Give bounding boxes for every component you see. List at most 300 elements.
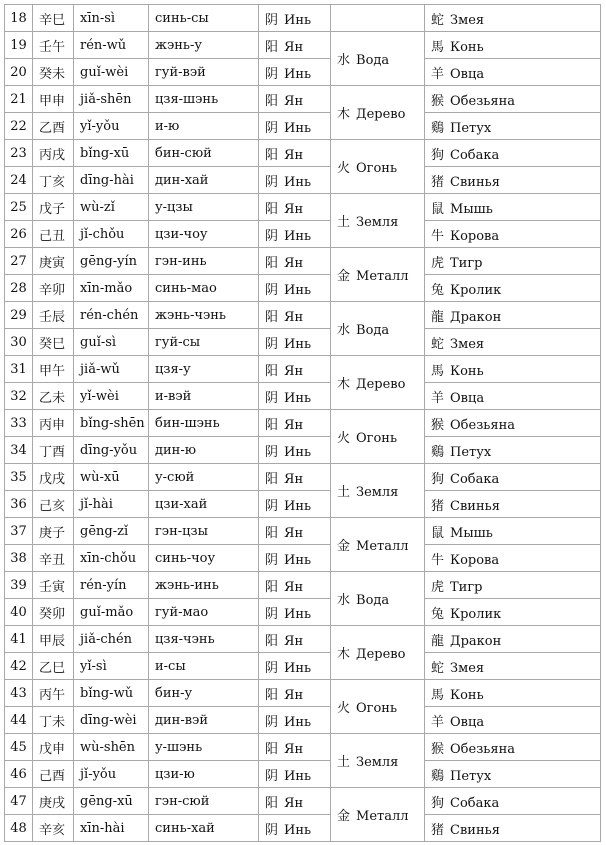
- yin-yang-hanzi: 阳: [265, 417, 279, 433]
- animal-hanzi: 馬: [431, 363, 445, 379]
- table-row: [5, 572, 601, 599]
- yin-yang-cell: [259, 410, 331, 437]
- pinyin-cell: gēng-yín: [74, 248, 149, 275]
- animal-russian: Петух: [450, 768, 492, 784]
- row-number: 27: [5, 248, 33, 275]
- animal-russian: Свинья: [450, 498, 500, 514]
- animal-russian: Змея: [450, 12, 485, 28]
- yin-yang-cell: [259, 194, 331, 221]
- element-cell: [331, 680, 425, 734]
- animal-hanzi: 馬: [431, 687, 445, 703]
- animal-cell: [425, 761, 601, 788]
- pinyin-cell: guǐ-sì: [74, 329, 149, 356]
- yin-yang-hanzi: 阳: [265, 309, 279, 325]
- animal-cell: [425, 734, 601, 761]
- row-number: 36: [5, 491, 33, 518]
- pinyin-cell: rén-chén: [74, 302, 149, 329]
- row-number: 32: [5, 383, 33, 410]
- animal-hanzi: 鷄: [431, 444, 445, 460]
- yin-yang-cell: [259, 167, 331, 194]
- animal-hanzi: 蛇: [431, 12, 445, 28]
- animal-hanzi: 羊: [431, 66, 445, 82]
- animal-russian: Мышь: [450, 201, 493, 217]
- animal-hanzi: 虎: [431, 255, 445, 271]
- element-hanzi: 土: [337, 485, 351, 500]
- element-hanzi: 火: [337, 701, 351, 716]
- element-hanzi: 金: [337, 539, 351, 554]
- animal-hanzi: 兔: [431, 606, 445, 622]
- element-russian: Огонь: [356, 161, 398, 176]
- yin-yang-hanzi: 阳: [265, 687, 279, 703]
- animal-cell: [425, 518, 601, 545]
- animal-hanzi: 蛇: [431, 336, 445, 352]
- element-russian: Земля: [356, 485, 399, 500]
- table-row: [5, 734, 601, 761]
- row-number: 19: [5, 32, 33, 59]
- element-russian: Земля: [356, 755, 399, 770]
- yin-yang-hanzi: 阴: [265, 12, 279, 28]
- russian-transcription-cell: синь-мао: [149, 275, 259, 302]
- russian-transcription-cell: бин-сюй: [149, 140, 259, 167]
- russian-transcription-cell: и-сы: [149, 653, 259, 680]
- element-cell: [331, 572, 425, 626]
- table-row: [5, 383, 601, 410]
- element-russian: Вода: [356, 323, 390, 338]
- row-number: 22: [5, 113, 33, 140]
- yin-yang-russian: Инь: [284, 822, 312, 838]
- row-number: 35: [5, 464, 33, 491]
- animal-russian: Конь: [450, 687, 484, 703]
- yin-yang-hanzi: 阴: [265, 174, 279, 190]
- yin-yang-hanzi: 阳: [265, 255, 279, 271]
- pinyin-cell: guǐ-mǎo: [74, 599, 149, 626]
- animal-russian: Обезьяна: [450, 417, 515, 433]
- animal-hanzi: 龍: [431, 309, 445, 325]
- animal-cell: [425, 167, 601, 194]
- yin-yang-russian: Ян: [284, 255, 304, 271]
- animal-hanzi: 猴: [431, 93, 445, 109]
- pinyin-cell: guǐ-wèi: [74, 59, 149, 86]
- russian-transcription-cell: цзя-шэнь: [149, 86, 259, 113]
- yin-yang-hanzi: 阳: [265, 579, 279, 595]
- row-number: 47: [5, 788, 33, 815]
- animal-russian: Свинья: [450, 822, 500, 838]
- yin-yang-hanzi: 阴: [265, 120, 279, 136]
- hanzi-cell: 丁未: [33, 707, 74, 734]
- animal-russian: Конь: [450, 39, 484, 55]
- table-row: [5, 761, 601, 788]
- yin-yang-hanzi: 阳: [265, 741, 279, 757]
- table-row: [5, 545, 601, 572]
- table-row: [5, 437, 601, 464]
- row-number: 30: [5, 329, 33, 356]
- element-cell: [331, 248, 425, 302]
- animal-cell: [425, 464, 601, 491]
- row-number: 24: [5, 167, 33, 194]
- yin-yang-cell: [259, 734, 331, 761]
- row-number: 31: [5, 356, 33, 383]
- animal-hanzi: 牛: [431, 552, 445, 568]
- animal-cell: [425, 356, 601, 383]
- hanzi-cell: 癸巳: [33, 329, 74, 356]
- yin-yang-cell: [259, 572, 331, 599]
- yin-yang-hanzi: 阴: [265, 498, 279, 514]
- yin-yang-cell: [259, 275, 331, 302]
- table-row: [5, 248, 601, 275]
- pinyin-cell: jǐ-yǒu: [74, 761, 149, 788]
- russian-transcription-cell: жэнь-у: [149, 32, 259, 59]
- row-number: 25: [5, 194, 33, 221]
- element-russian: Дерево: [356, 377, 406, 392]
- yin-yang-hanzi: 阳: [265, 795, 279, 811]
- hanzi-cell: 己亥: [33, 491, 74, 518]
- pinyin-cell: yǐ-yǒu: [74, 113, 149, 140]
- animal-russian: Кролик: [450, 606, 502, 622]
- pinyin-cell: dīng-yǒu: [74, 437, 149, 464]
- yin-yang-russian: Инь: [284, 120, 312, 136]
- element-cell: [331, 302, 425, 356]
- yin-yang-russian: Инь: [284, 660, 312, 676]
- table-row: [5, 194, 601, 221]
- row-number: 45: [5, 734, 33, 761]
- yin-yang-cell: [259, 707, 331, 734]
- russian-transcription-cell: гуй-мао: [149, 599, 259, 626]
- row-number: 37: [5, 518, 33, 545]
- row-number: 23: [5, 140, 33, 167]
- animal-russian: Овца: [450, 66, 485, 82]
- yin-yang-hanzi: 阳: [265, 363, 279, 379]
- animal-cell: [425, 680, 601, 707]
- animal-russian: Свинья: [450, 174, 500, 190]
- hanzi-cell: 丙戌: [33, 140, 74, 167]
- animal-cell: [425, 221, 601, 248]
- animal-cell: [425, 86, 601, 113]
- yin-yang-russian: Инь: [284, 552, 312, 568]
- yin-yang-russian: Ян: [284, 471, 304, 487]
- yin-yang-russian: Ян: [284, 39, 304, 55]
- animal-cell: [425, 788, 601, 815]
- yin-yang-hanzi: 阴: [265, 228, 279, 244]
- russian-transcription-cell: гуй-вэй: [149, 59, 259, 86]
- row-number: 33: [5, 410, 33, 437]
- animal-russian: Тигр: [450, 579, 483, 595]
- element-cell: [331, 788, 425, 842]
- russian-transcription-cell: и-ю: [149, 113, 259, 140]
- element-hanzi: 木: [337, 647, 351, 662]
- hanzi-cell: 乙巳: [33, 653, 74, 680]
- hanzi-cell: 甲午: [33, 356, 74, 383]
- animal-russian: Корова: [450, 228, 500, 244]
- pinyin-cell: dīng-hài: [74, 167, 149, 194]
- row-number: 29: [5, 302, 33, 329]
- animal-russian: Кролик: [450, 282, 502, 298]
- element-cell: [331, 410, 425, 464]
- element-hanzi: 水: [337, 593, 351, 608]
- sexagenary-cycle-table: [4, 4, 601, 842]
- pinyin-cell: rén-wǔ: [74, 32, 149, 59]
- animal-russian: Собака: [450, 471, 500, 487]
- row-number: 21: [5, 86, 33, 113]
- animal-cell: [425, 5, 601, 32]
- animal-russian: Овца: [450, 390, 485, 406]
- yin-yang-russian: Ян: [284, 147, 304, 163]
- yin-yang-hanzi: 阳: [265, 147, 279, 163]
- pinyin-cell: wù-zǐ: [74, 194, 149, 221]
- russian-transcription-cell: цзи-ю: [149, 761, 259, 788]
- hanzi-cell: 辛亥: [33, 815, 74, 842]
- russian-transcription-cell: жэнь-чэнь: [149, 302, 259, 329]
- table-row: [5, 302, 601, 329]
- animal-cell: [425, 599, 601, 626]
- pinyin-cell: bǐng-wǔ: [74, 680, 149, 707]
- yin-yang-hanzi: 阳: [265, 39, 279, 55]
- animal-hanzi: 牛: [431, 228, 445, 244]
- element-hanzi: 火: [337, 431, 351, 446]
- yin-yang-cell: [259, 329, 331, 356]
- yin-yang-hanzi: 阴: [265, 822, 279, 838]
- animal-hanzi: 猴: [431, 417, 445, 433]
- element-cell: [331, 356, 425, 410]
- yin-yang-russian: Ян: [284, 417, 304, 433]
- russian-transcription-cell: синь-чоу: [149, 545, 259, 572]
- row-number: 39: [5, 572, 33, 599]
- russian-transcription-cell: цзя-у: [149, 356, 259, 383]
- yin-yang-cell: [259, 653, 331, 680]
- hanzi-cell: 乙未: [33, 383, 74, 410]
- russian-transcription-cell: у-сюй: [149, 464, 259, 491]
- animal-hanzi: 猪: [431, 822, 445, 838]
- yin-yang-russian: Инь: [284, 228, 312, 244]
- animal-cell: [425, 572, 601, 599]
- animal-hanzi: 蛇: [431, 660, 445, 676]
- table-row: [5, 815, 601, 842]
- pinyin-cell: xīn-chǒu: [74, 545, 149, 572]
- yin-yang-russian: Ян: [284, 309, 304, 325]
- animal-russian: Обезьяна: [450, 93, 515, 109]
- yin-yang-cell: [259, 545, 331, 572]
- yin-yang-russian: Инь: [284, 768, 312, 784]
- element-cell: [331, 734, 425, 788]
- yin-yang-cell: [259, 32, 331, 59]
- yin-yang-hanzi: 阳: [265, 525, 279, 541]
- row-number: 18: [5, 5, 33, 32]
- table-row: [5, 464, 601, 491]
- element-hanzi: 土: [337, 215, 351, 230]
- yin-yang-hanzi: 阴: [265, 336, 279, 352]
- russian-transcription-cell: бин-шэнь: [149, 410, 259, 437]
- row-number: 38: [5, 545, 33, 572]
- animal-russian: Змея: [450, 336, 485, 352]
- yin-yang-cell: [259, 761, 331, 788]
- table-row: [5, 86, 601, 113]
- pinyin-cell: bǐng-xū: [74, 140, 149, 167]
- animal-russian: Петух: [450, 444, 492, 460]
- row-number: 26: [5, 221, 33, 248]
- animal-hanzi: 猪: [431, 498, 445, 514]
- hanzi-cell: 庚戌: [33, 788, 74, 815]
- pinyin-cell: wù-xū: [74, 464, 149, 491]
- russian-transcription-cell: дин-вэй: [149, 707, 259, 734]
- animal-hanzi: 猪: [431, 174, 445, 190]
- yin-yang-hanzi: 阳: [265, 93, 279, 109]
- row-number: 34: [5, 437, 33, 464]
- hanzi-cell: 庚寅: [33, 248, 74, 275]
- animal-russian: Тигр: [450, 255, 483, 271]
- hanzi-cell: 己丑: [33, 221, 74, 248]
- yin-yang-cell: [259, 113, 331, 140]
- pinyin-cell: bǐng-shēn: [74, 410, 149, 437]
- hanzi-cell: 丙申: [33, 410, 74, 437]
- row-number: 48: [5, 815, 33, 842]
- animal-russian: Дракон: [450, 633, 502, 649]
- yin-yang-cell: [259, 383, 331, 410]
- yin-yang-russian: Ян: [284, 741, 304, 757]
- yin-yang-russian: Ян: [284, 363, 304, 379]
- animal-cell: [425, 248, 601, 275]
- animal-hanzi: 狗: [431, 795, 445, 811]
- table-row: [5, 356, 601, 383]
- yin-yang-russian: Ян: [284, 687, 304, 703]
- hanzi-cell: 己酉: [33, 761, 74, 788]
- pinyin-cell: xīn-hài: [74, 815, 149, 842]
- element-hanzi: 火: [337, 161, 351, 176]
- hanzi-cell: 庚子: [33, 518, 74, 545]
- animal-russian: Собака: [450, 147, 500, 163]
- element-russian: Металл: [356, 809, 409, 824]
- table-row: [5, 329, 601, 356]
- animal-cell: [425, 653, 601, 680]
- animal-cell: [425, 275, 601, 302]
- element-russian: Вода: [356, 53, 390, 68]
- animal-cell: [425, 140, 601, 167]
- russian-transcription-cell: жэнь-инь: [149, 572, 259, 599]
- yin-yang-cell: [259, 356, 331, 383]
- russian-transcription-cell: гуй-сы: [149, 329, 259, 356]
- element-cell: [331, 464, 425, 518]
- pinyin-cell: jiǎ-wǔ: [74, 356, 149, 383]
- animal-russian: Овца: [450, 714, 485, 730]
- animal-hanzi: 猴: [431, 741, 445, 757]
- element-russian: Огонь: [356, 431, 398, 446]
- table-row: [5, 518, 601, 545]
- pinyin-cell: jǐ-hài: [74, 491, 149, 518]
- yin-yang-hanzi: 阴: [265, 66, 279, 82]
- yin-yang-hanzi: 阴: [265, 552, 279, 568]
- table-row: [5, 221, 601, 248]
- pinyin-cell: jiǎ-shēn: [74, 86, 149, 113]
- pinyin-cell: jǐ-chǒu: [74, 221, 149, 248]
- yin-yang-cell: [259, 5, 331, 32]
- element-russian: Металл: [356, 269, 409, 284]
- russian-transcription-cell: цзя-чэнь: [149, 626, 259, 653]
- animal-cell: [425, 194, 601, 221]
- yin-yang-cell: [259, 815, 331, 842]
- animal-cell: [425, 410, 601, 437]
- pinyin-cell: dīng-wèi: [74, 707, 149, 734]
- russian-transcription-cell: синь-сы: [149, 5, 259, 32]
- yin-yang-russian: Ян: [284, 633, 304, 649]
- hanzi-cell: 壬辰: [33, 302, 74, 329]
- yin-yang-cell: [259, 86, 331, 113]
- row-number: 44: [5, 707, 33, 734]
- yin-yang-hanzi: 阴: [265, 768, 279, 784]
- table-row: [5, 680, 601, 707]
- table-row: [5, 5, 601, 32]
- yin-yang-russian: Инь: [284, 606, 312, 622]
- table-row: [5, 491, 601, 518]
- yin-yang-cell: [259, 248, 331, 275]
- animal-russian: Дракон: [450, 309, 502, 325]
- animal-russian: Змея: [450, 660, 485, 676]
- pinyin-cell: jiǎ-chén: [74, 626, 149, 653]
- russian-transcription-cell: гэн-инь: [149, 248, 259, 275]
- russian-transcription-cell: гэн-сюй: [149, 788, 259, 815]
- row-number: 20: [5, 59, 33, 86]
- yin-yang-russian: Инь: [284, 174, 312, 190]
- yin-yang-hanzi: 阴: [265, 606, 279, 622]
- hanzi-cell: 癸未: [33, 59, 74, 86]
- pinyin-cell: yǐ-sì: [74, 653, 149, 680]
- element-russian: Вода: [356, 593, 390, 608]
- animal-cell: [425, 383, 601, 410]
- yin-yang-russian: Инь: [284, 444, 312, 460]
- hanzi-cell: 辛丑: [33, 545, 74, 572]
- animal-hanzi: 鷄: [431, 768, 445, 784]
- row-number: 46: [5, 761, 33, 788]
- table-row: [5, 626, 601, 653]
- yin-yang-cell: [259, 437, 331, 464]
- table-row: [5, 275, 601, 302]
- hanzi-cell: 癸卯: [33, 599, 74, 626]
- animal-cell: [425, 113, 601, 140]
- table-row: [5, 113, 601, 140]
- yin-yang-cell: [259, 59, 331, 86]
- russian-transcription-cell: и-вэй: [149, 383, 259, 410]
- yin-yang-russian: Ян: [284, 579, 304, 595]
- russian-transcription-cell: синь-хай: [149, 815, 259, 842]
- table-row: [5, 32, 601, 59]
- yin-yang-russian: Инь: [284, 390, 312, 406]
- yin-yang-hanzi: 阳: [265, 633, 279, 649]
- animal-hanzi: 狗: [431, 147, 445, 163]
- animal-hanzi: 龍: [431, 633, 445, 649]
- hanzi-cell: 丁酉: [33, 437, 74, 464]
- russian-transcription-cell: гэн-цзы: [149, 518, 259, 545]
- element-russian: Металл: [356, 539, 409, 554]
- animal-russian: Петух: [450, 120, 492, 136]
- yin-yang-russian: Инь: [284, 336, 312, 352]
- animal-hanzi: 鼠: [431, 525, 445, 541]
- table-row: [5, 653, 601, 680]
- element-hanzi: 木: [337, 107, 351, 122]
- table-row: [5, 167, 601, 194]
- pinyin-cell: rén-yín: [74, 572, 149, 599]
- animal-hanzi: 鼠: [431, 201, 445, 217]
- pinyin-cell: xīn-sì: [74, 5, 149, 32]
- hanzi-cell: 壬寅: [33, 572, 74, 599]
- hanzi-cell: 甲辰: [33, 626, 74, 653]
- hanzi-cell: 辛巳: [33, 5, 74, 32]
- yin-yang-russian: Инь: [284, 714, 312, 730]
- russian-transcription-cell: цзи-чоу: [149, 221, 259, 248]
- table-row: [5, 59, 601, 86]
- yin-yang-cell: [259, 788, 331, 815]
- animal-cell: [425, 815, 601, 842]
- animal-hanzi: 鷄: [431, 120, 445, 136]
- animal-cell: [425, 59, 601, 86]
- element-russian: Дерево: [356, 107, 406, 122]
- yin-yang-cell: [259, 626, 331, 653]
